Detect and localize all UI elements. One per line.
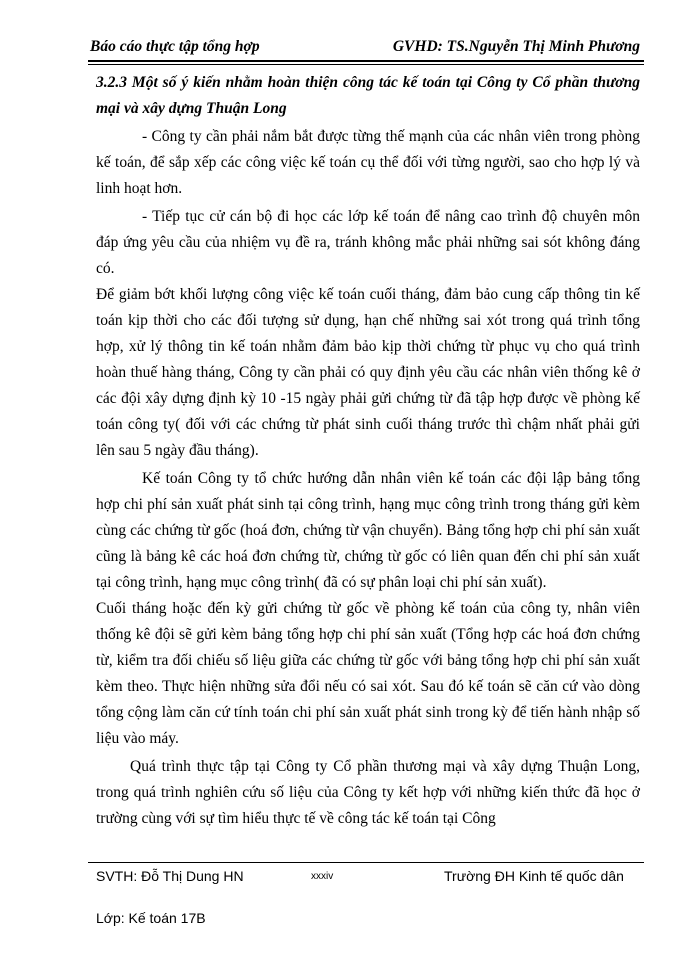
footer-rule [88,862,644,863]
supervisor-label: GVHD: TS.Nguyễn Thị Minh Phương [392,38,640,55]
header-rule-thick [88,60,644,62]
document-body [96,70,640,832]
student-name: SVTH: Đỗ Thị Dung HN [96,868,244,884]
body-paragraph-3: Cuối tháng hoặc đến kỳ gửi chứng từ gốc về phòng kế toán của công ty, nhân viên thống kê đội sẽ gửi kèm bảng tổng hợp chi phí sản xuất (Tổng hợp các hoá đơn chứng từ, kiểm tra đối chiếu số liệu giữa các chứng từ gốc với bảng tổng hợp chi phí sản xuất kèm theo. Thực hiện những sửa đổi nếu có sai xót. Sau đó kế toán sẽ căn cứ vào dòng tổng cộng làm căn cứ tính toán chi phí sản xuất phát sinh trong kỳ để tiến hành nhập số liệu vào máy. [96,600,640,747]
bullet-paragraph-2: - Tiếp tục cử cán bộ đi học các lớp kế toán để nâng cao trình độ chuyên môn đáp ứng yêu cầu của nhiệm vụ đề ra, tránh không mắc phải những sai sót không đáng có. [96,208,640,277]
class-name: Lớp: Kế toán 17B [96,910,206,926]
report-title: Báo cáo thực tập tổng hợp [90,38,260,55]
section-heading: 3.2.3 Một số ý kiến nhằm hoàn thiện công tác kế toán tại Công ty Cổ phần thương mại và xây dựng Thuận Long [96,74,640,117]
body-paragraph-4: Quá trình thực tập tại Công ty Cổ phần thương mại và xây dựng Thuận Long, trong quá trình nghiên cứu số liệu của Công ty kết hợp với những kiến thức đã học ở trường cùng với sự tìm hiểu thực tế về công tác kế toán tại Công [96,758,640,827]
header-rule-thin [88,64,644,65]
bullet-paragraph-1: - Công ty cần phải nắm bắt được từng thế mạnh của các nhân viên trong phòng kế toán, để sắp xếp các công việc kế toán cụ thể đối với từng người, sao cho hợp lý và linh hoạt hơn. [96,128,640,197]
body-paragraph-2: Kế toán Công ty tổ chức hướng dẫn nhân viên kế toán các đội lập bảng tổng hợp chi phí sản xuất phát sinh tại công trình, hạng mục công trình trong tháng gửi kèm cùng các chứng từ gốc (hoá đơn, chứng từ vận chuyển). Bảng tổng hợp chi phí sản xuất cũng là bảng kê các hoá đơn chứng từ, chứng từ gốc có liên quan đến chi phí sản xuất tại công trình, hạng mục công trình( đã có sự phân loại chi phí sản xuất). [96,470,640,591]
page-number: xxxiv [311,871,334,882]
body-paragraph-1: Để giảm bớt khối lượng công việc kế toán cuối tháng, đảm bảo cung cấp thông tin kế toán kịp thời cho các đối tượng sử dụng, hạn chế những sai xót trong quá trình tổng hợp, xử lý thông tin kế toán nhằm đảm bảo kịp thời chứng từ phục vụ cho quá trình hoàn thuế hàng tháng, Công ty cần phải có quy định yêu cầu các nhân viên thống kê ở các đội xây dựng định kỳ 10 -15 ngày phải gửi chứng từ đã tập hợp được về phòng kế toán công ty( đối với các chứng từ phát sinh cuối tháng trước thì chậm nhất phải gửi lên sau 5 ngày đầu tháng). [96,286,640,459]
school-name: Trường ĐH Kinh tế quốc dân [444,868,624,884]
